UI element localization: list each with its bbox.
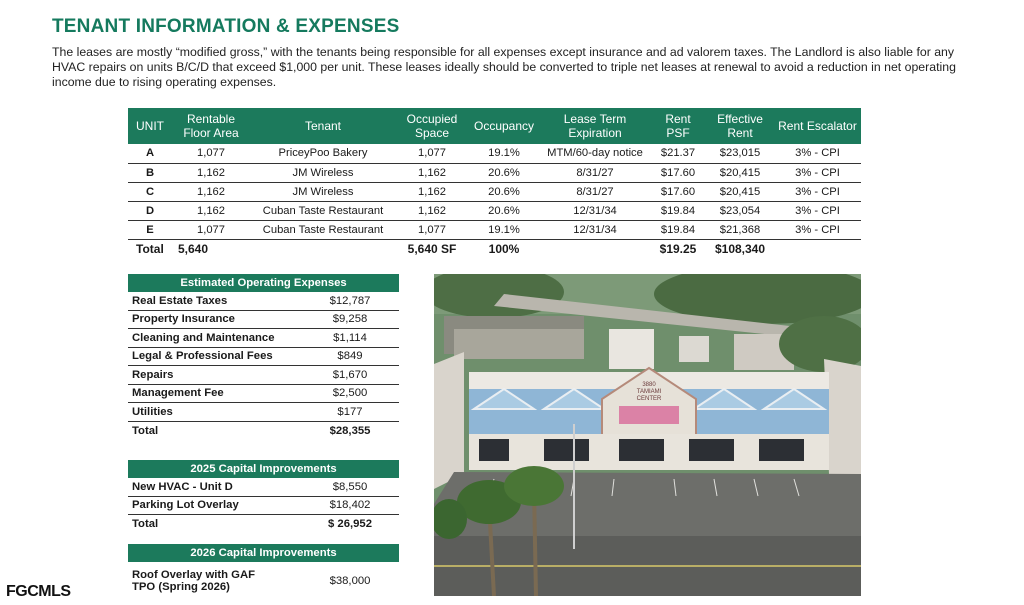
cell-rent-psf: $17.60 <box>650 163 706 182</box>
list-item <box>128 403 399 422</box>
item-label: Management Fee <box>132 387 224 400</box>
sign-line1: 3880 <box>642 382 656 388</box>
store-sign-icon <box>619 406 679 424</box>
total-effective-rent: $108,340 <box>714 242 766 257</box>
expense-total-label: Total <box>132 424 159 437</box>
list-item <box>128 366 399 385</box>
cell-occupancy: 19.1% <box>468 220 540 239</box>
cell-rent-escalator: 3% - CPI <box>774 220 861 239</box>
list-item <box>128 497 399 516</box>
cell-tenant: Cuban Taste Restaurant <box>250 220 396 239</box>
tenant-total-row <box>128 239 861 259</box>
capital-2025-total-label: Total <box>132 518 159 531</box>
total-rent-psf: $19.25 <box>659 242 697 257</box>
cell-occupied: 1,077 <box>396 220 468 239</box>
item-value: $12,787 <box>329 294 371 307</box>
cell-floor-area: 1,162 <box>172 201 250 220</box>
capital-2025-header: 2025 Capital Improvements <box>128 460 399 478</box>
cell-floor-area: 1,077 <box>172 220 250 239</box>
list-item <box>128 348 399 367</box>
col-floor-area: Rentable Floor Area <box>172 108 250 144</box>
table-row <box>128 144 861 163</box>
cell-lease-expiration: 8/31/27 <box>540 163 650 182</box>
cell-effective-rent: $20,415 <box>706 163 774 182</box>
cell-rent-psf: $21.37 <box>650 144 706 163</box>
cell-lease-expiration: 8/31/27 <box>540 182 650 201</box>
cell-floor-area: 1,162 <box>172 163 250 182</box>
item-value: $849 <box>337 350 363 363</box>
cell-unit: E <box>128 220 172 239</box>
cell-lease-expiration: 12/31/34 <box>540 201 650 220</box>
capital-2026-value: $38,000 <box>329 575 371 587</box>
cell-occupancy: 20.6% <box>468 163 540 182</box>
cell-lease-expiration: 12/31/34 <box>540 220 650 239</box>
item-label: Cleaning and Maintenance <box>132 331 275 344</box>
cell-floor-area: 1,162 <box>172 182 250 201</box>
cell-occupied: 1,162 <box>396 201 468 220</box>
cell-occupied: 1,162 <box>396 182 468 201</box>
capital-2026-label <box>132 569 255 593</box>
item-value: $1,114 <box>333 331 367 344</box>
property-photo <box>434 274 861 596</box>
cell-effective-rent: $20,415 <box>706 182 774 201</box>
cell-effective-rent: $23,054 <box>706 201 774 220</box>
total-label: Total <box>136 242 164 257</box>
capital-2025-total <box>128 515 399 534</box>
expense-total-value: $28,355 <box>329 424 371 437</box>
tenant-table-header <box>128 108 861 144</box>
table-row <box>128 220 861 239</box>
cell-tenant: JM Wireless <box>250 182 396 201</box>
list-item <box>128 311 399 330</box>
col-lease-expiration: Lease Term Expiration <box>540 108 650 144</box>
col-rent-psf: Rent PSF <box>650 108 706 144</box>
cell-tenant: PriceyPoo Bakery <box>250 144 396 163</box>
cell-tenant: Cuban Taste Restaurant <box>250 201 396 220</box>
cell-lease-expiration: MTM/60-day notice <box>540 144 650 163</box>
col-occupied: Occupied Space <box>396 108 468 144</box>
capital-2026-row <box>128 562 399 600</box>
col-rent-escalator: Rent Escalator <box>774 108 861 144</box>
cell-occupancy: 19.1% <box>468 144 540 163</box>
table-row <box>128 201 861 220</box>
cell-occupancy: 20.6% <box>468 182 540 201</box>
cell-unit: A <box>128 144 172 163</box>
capital-2025-total-value: $ 26,952 <box>328 518 372 531</box>
sign-line2: TAMIAMI <box>636 389 662 395</box>
item-value: $1,670 <box>332 368 368 381</box>
capital-2026-header: 2026 Capital Improvements <box>128 544 399 562</box>
total-occupancy: 100% <box>488 242 520 257</box>
item-value: $9,258 <box>332 313 368 326</box>
item-label: Parking Lot Overlay <box>132 499 239 512</box>
list-item <box>128 292 399 311</box>
cell-unit: D <box>128 201 172 220</box>
cell-unit: B <box>128 163 172 182</box>
cell-occupied: 1,162 <box>396 163 468 182</box>
item-label: Property Insurance <box>132 313 235 326</box>
cell-rent-escalator: 3% - CPI <box>774 163 861 182</box>
tenant-table <box>128 108 861 259</box>
capital-2025-box <box>128 460 399 534</box>
item-label: Repairs <box>132 368 174 381</box>
sign-line3: CENTER <box>636 396 662 402</box>
table-row <box>128 182 861 201</box>
item-label: Legal & Professional Fees <box>132 350 273 363</box>
item-label: Utilities <box>132 405 173 418</box>
operating-expenses-header: Estimated Operating Expenses <box>128 274 399 292</box>
table-row <box>128 163 861 182</box>
list-item <box>128 478 399 497</box>
cell-rent-escalator: 3% - CPI <box>774 201 861 220</box>
col-effective-rent: Effective Rent <box>706 108 774 144</box>
cell-effective-rent: $21,368 <box>706 220 774 239</box>
cell-occupied: 1,077 <box>396 144 468 163</box>
cell-unit: C <box>128 182 172 201</box>
item-value: $18,402 <box>329 499 371 512</box>
item-value: $2,500 <box>332 387 368 400</box>
cell-floor-area: 1,077 <box>172 144 250 163</box>
cell-effective-rent: $23,015 <box>706 144 774 163</box>
col-tenant: Tenant <box>250 108 396 144</box>
cell-occupancy: 20.6% <box>468 201 540 220</box>
item-label: New HVAC - Unit D <box>132 480 233 493</box>
item-value: $8,550 <box>332 480 368 493</box>
property-aerial-illustration <box>434 274 861 596</box>
operating-expenses-box <box>128 274 399 440</box>
list-item <box>128 329 399 348</box>
col-unit: UNIT <box>128 108 172 144</box>
cell-rent-escalator: 3% - CPI <box>774 144 861 163</box>
intro-paragraph: The leases are mostly “modified gross,” with the tenants being responsible for all expenses except insurance and ad valorem taxes. The Landlord is also liable for any HVAC repairs on units B/C/D that exceed $1,000 per unit. These leases ideally should be converted to triple net leases at renewal to avoid a reduction in net operating income due to rising operating expenses. <box>52 45 956 89</box>
item-label: Real Estate Taxes <box>132 294 228 307</box>
cell-rent-psf: $19.84 <box>650 220 706 239</box>
cell-rent-escalator: 3% - CPI <box>774 182 861 201</box>
col-occupancy: Occupancy <box>468 108 540 144</box>
item-value: $177 <box>337 405 363 418</box>
watermark: FGCMLS <box>6 583 71 600</box>
capital-2026-label-line2: TPO (Spring 2026) <box>132 581 230 593</box>
page-title: TENANT INFORMATION & EXPENSES <box>52 16 400 37</box>
total-floor-area: 5,640 <box>178 242 209 257</box>
capital-2026-label-line1: Roof Overlay with GAF <box>132 569 256 581</box>
operating-expenses-total <box>128 422 399 441</box>
cell-rent-psf: $17.60 <box>650 182 706 201</box>
total-occupied: 5,640 SF <box>407 242 457 257</box>
cell-tenant: JM Wireless <box>250 163 396 182</box>
capital-2026-box <box>128 544 399 600</box>
cell-rent-psf: $19.84 <box>650 201 706 220</box>
list-item <box>128 385 399 404</box>
